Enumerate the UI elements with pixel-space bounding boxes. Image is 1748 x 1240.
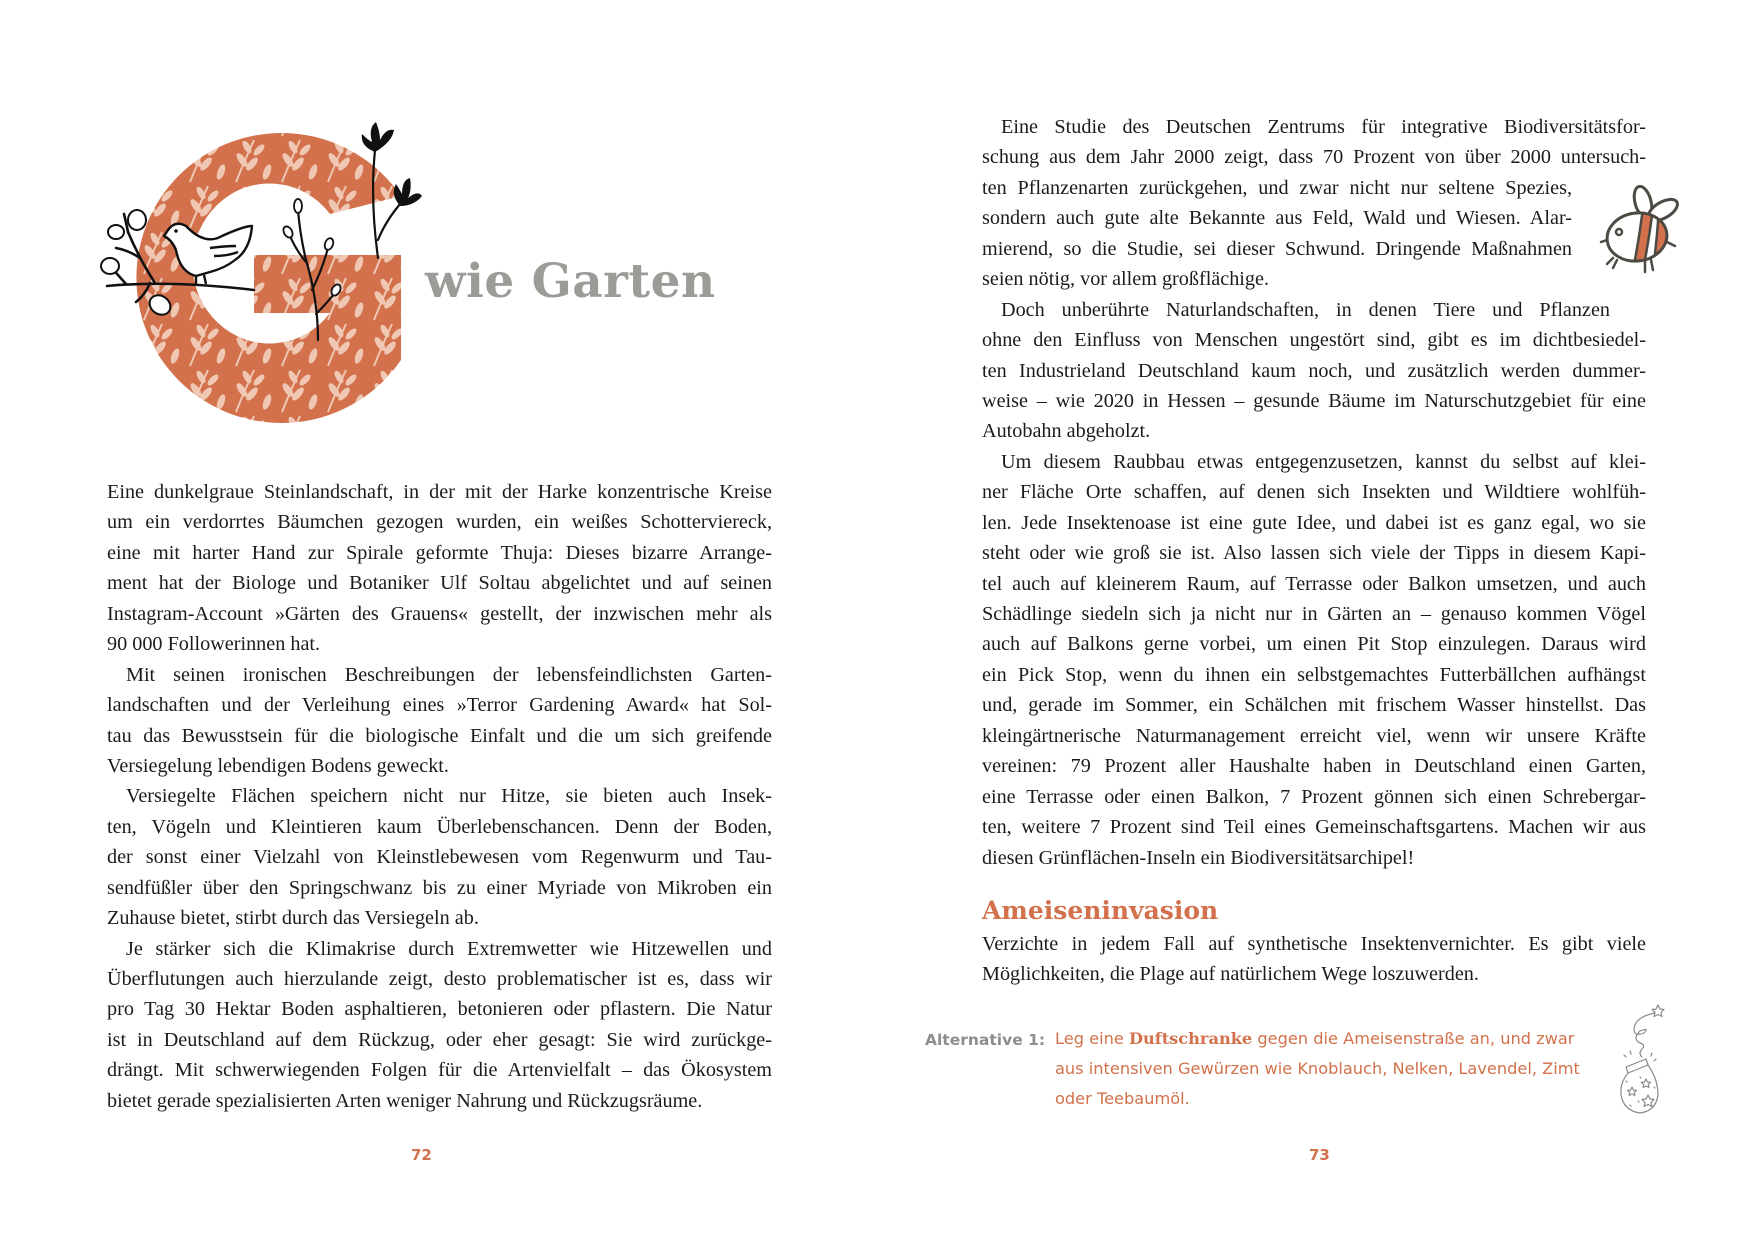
text-line: Instagram-Account »Gärten des Grauens« gestellt, der inzwischen mehr als [107, 602, 772, 625]
text-line: Autobahn abgeholzt. [982, 420, 1151, 443]
alternative-label: Alternative 1: [925, 1031, 1046, 1049]
text-line: sondern auch gute alte Bekannte aus Feld, Wald und Wiesen. Alar- [982, 207, 1572, 230]
text-line: auch auf Balkons gerne vorbei, um einen Pit Stop einzulegen. Daraus wird [982, 633, 1646, 656]
alternative-text [1055, 1024, 1595, 1115]
text-line: vereinen: 79 Prozent aller Haushalte haben in Deutschland einen Garten, [982, 755, 1646, 778]
paragraph [107, 477, 772, 660]
text-line: sendfüßler über den Springschwanz bis zu einer Myriade von Mikroben ein [107, 876, 772, 899]
paragraph [982, 447, 1646, 873]
paragraph [982, 295, 1646, 447]
star-jar-icon [1610, 995, 1680, 1120]
text-line: und, gerade im Sommer, ein Schälchen mit frischem Wasser hinstellst. Das [982, 694, 1646, 717]
section-intro [982, 929, 1646, 990]
text-line: Möglichkeiten, die Plage auf natürlichem Wege loszuwerden. [982, 963, 1479, 986]
text-fragment: Leg eine [1055, 1029, 1129, 1048]
text-line: bietet gerade spezialisierten Arten weniger Nahrung und Rückzugsräume. [107, 1089, 703, 1112]
text-line: Um diesem Raubbau etwas entgegenzusetzen, kannst du selbst auf klei- [1001, 450, 1646, 473]
text-line: Versiegelte Flächen speichern nicht nur Hitze, sie bieten auch Insek- [126, 785, 772, 808]
text-line: Mit seinen ironischen Beschreibungen der lebensfeindlichsten Garten- [126, 663, 772, 686]
text-line: ist in Deutschland auf dem Rückzug, oder eher gesagt: Sie wird zurückge- [107, 1028, 772, 1051]
highlighted-term: Duftschranke [1128, 1029, 1253, 1048]
text-line: Verzichte in jedem Fall auf synthetische Insektenvernichter. Es gibt viele [982, 933, 1646, 955]
text-line: ohne den Einfluss von Menschen ungestört sind, gibt es im dichtbesiedel- [982, 329, 1646, 352]
text-line: kleingärtnerische Naturmanagement erreicht viel, wenn wir unsere Kräfte [982, 724, 1646, 747]
text-line: drängt. Mit schwerwiegenden Folgen für die Artenvielfalt – das Ökosystem [107, 1059, 772, 1082]
section-heading: Ameiseninvasion [982, 896, 1219, 925]
text-line: diesen Grünflächen-Inseln ein Biodiversitätsarchipel! [982, 846, 1415, 869]
text-line [1055, 1024, 1595, 1054]
text-line: aus intensiven Gewürzen wie Knoblauch, Nelken, Lavendel, Zimt [1055, 1059, 1580, 1079]
text-line: mierend, so die Studie, sei dieser Schwund. Dringende Maßnahmen [982, 237, 1572, 260]
decorated-letter-g-icon [84, 118, 424, 428]
text-line: ten, weitere 7 Prozent sind Teil eines Gemeinschaftsgartens. Machen wir aus [982, 816, 1646, 839]
text-line: ten, Vögeln und Kleintieren kaum Überlebenschancen. Denn der Boden, [107, 815, 772, 838]
text-line: ner Fläche Orte schaffen, auf denen sich Insekten und Wildtiere wohlfüh- [982, 481, 1646, 504]
paragraph [107, 934, 772, 1117]
text-line: landschaften und der Verleihung eines »Terror Gardening Award« hat Sol- [107, 694, 772, 717]
text-line: tau das Bewusstsein für die biologische Einfalt und die um sich greifende [107, 724, 772, 747]
text-line: Eine Studie des Deutschen Zentrums für integrative Biodiversitätsfor- [1001, 116, 1646, 138]
bee-icon [1595, 180, 1685, 280]
page-number-right: 73 [1309, 1146, 1330, 1164]
text-line: weise – wie 2020 in Hessen – gesunde Bäume im Naturschutzgebiet für eine [982, 389, 1646, 412]
text-line: der sonst einer Vielzahl von Kleinstlebewesen vom Regenwurm und Tau- [107, 846, 772, 869]
text-line: 90 000 Followerinnen hat. [107, 633, 321, 656]
text-fragment: gegen die Ameisenstraße an, und zwar [1252, 1029, 1575, 1048]
text-line: Je stärker sich die Klimakrise durch Extremwetter wie Hitzewellen und [126, 937, 772, 960]
text-line: Zuhause bietet, stirbt durch das Versiegeln ab. [107, 907, 479, 930]
text-line: Versiegelung lebendigen Bodens geweckt. [107, 754, 449, 777]
text-line: schung aus dem Jahr 2000 zeigt, dass 70 Prozent von über 2000 untersuch- [982, 146, 1646, 169]
text-line: eine mit harter Hand zur Spirale geformte Thuja: Dieses bizarre Arrange- [107, 541, 772, 564]
text-line: ten Industrieland Deutschland kaum noch, und zusätzlich werden dummer- [982, 359, 1646, 382]
text-line: eine Terrasse oder einen Balkon, 7 Prozent gönnen sich einen Schrebergar- [982, 785, 1646, 808]
text-line: oder Teebaumöl. [1055, 1089, 1190, 1109]
text-line: seien nötig, vor allem großflächige. [982, 268, 1270, 291]
text-line: pro Tag 30 Hektar Boden asphaltieren, betonieren oder pflastern. Die Natur [107, 998, 772, 1021]
page-number-left: 72 [411, 1146, 432, 1164]
text-line: Überflutungen auch hierzulande zeigt, desto problematischer ist es, dass wir [107, 968, 772, 990]
text-line: len. Jede Insektenoase ist eine gute Idee, und dabei ist es ganz egal, wo sie [982, 511, 1646, 534]
text-line: Schädlinge siedeln sich ja nicht nur in Gärten an – genauso kommen Vögel [982, 603, 1646, 625]
paragraph [107, 660, 772, 782]
text-line: ein Pick Stop, wenn du ihnen ein selbstgemachtes Futterbällchen aufhängst [982, 663, 1646, 686]
paragraph [107, 781, 772, 933]
left-page-body [107, 477, 772, 1116]
text-line: Eine dunkelgraue Steinlandschaft, in der mit der Harke konzentrische Kreise [107, 481, 772, 503]
right-page-body [982, 112, 1646, 873]
text-line: Doch unberührte Naturlandschaften, in denen Tiere und Pflanzen [1001, 298, 1610, 321]
text-line: ten Pflanzenarten zurückgehen, und zwar nicht nur seltene Spezies, [982, 176, 1572, 199]
chapter-heading: wie Garten [425, 254, 716, 309]
text-line: tel auch auf kleinerem Raum, auf Terrasse oder Balkon umsetzen, und auch [982, 572, 1646, 595]
text-line: ment hat der Biologe und Botaniker Ulf Soltau abgelichtet und auf seinen [107, 572, 772, 595]
text-line: steht oder wie groß sie ist. Also lassen sich viele der Tipps in diesem Kapi- [982, 542, 1646, 565]
text-line: um ein verdorrtes Bäumchen gezogen wurden, ein weißes Schotterviereck, [107, 511, 772, 534]
paragraph [982, 112, 1646, 295]
